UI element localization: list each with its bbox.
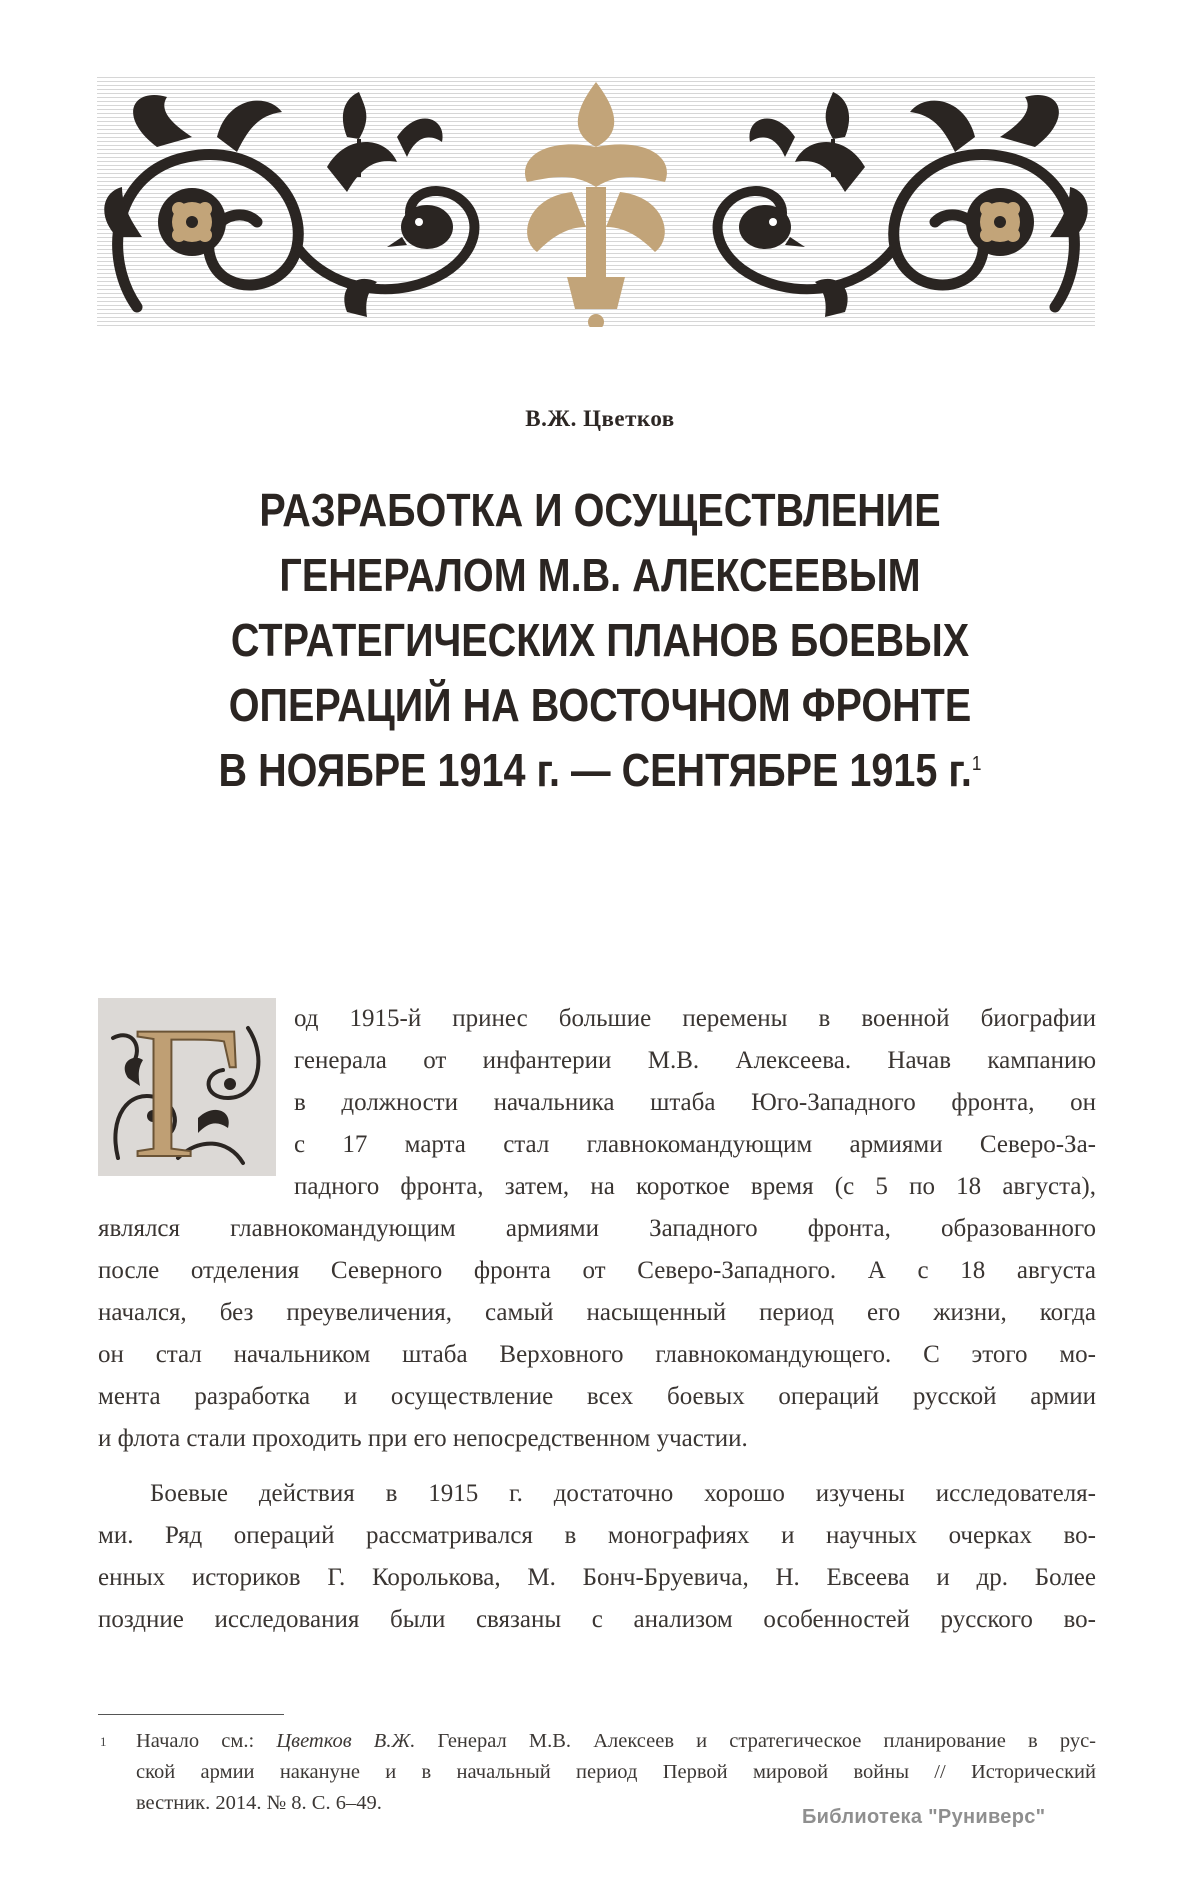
- text-line: мента разработка и осуществление всех боевых операций русской армии: [98, 1383, 1096, 1410]
- title-line: ГЕНЕРАЛОМ М.В. АЛЕКСЕЕВЫМ: [279, 549, 921, 601]
- ornament-graphic: [97, 77, 1095, 327]
- footnote-line: ской армии накануне и в начальный период Первой мировой войны // Исторический: [136, 1761, 1096, 1783]
- drop-cap-letter: Г: [132, 998, 242, 1176]
- title-line: [187, 738, 1013, 803]
- footnote-line: [136, 1730, 1096, 1753]
- text-line: являлся главнокомандующим армиями Западного фронта, образованного: [98, 1215, 1096, 1242]
- title-line: ОПЕРАЦИЙ НА ВОСТОЧНОМ ФРОНТЕ: [228, 679, 972, 731]
- text-line: с 17 марта стал главнокомандующим армиями Северо-За-: [294, 1131, 1096, 1158]
- text-line: и флота стали проходить при его непосредственном участии.: [98, 1425, 748, 1452]
- text-line: он стал начальником штаба Верховного главнокомандующего. С этого мо-: [98, 1341, 1096, 1368]
- text-line: падного фронта, затем, на короткое время (с 5 по 18 августа),: [294, 1173, 1096, 1200]
- text-line: Боевые действия в 1915 г. достаточно хорошо изучены исследователя-: [150, 1480, 1096, 1507]
- drop-cap-ornament: [98, 998, 276, 1176]
- title-line: СТРАТЕГИЧЕСКИХ ПЛАНОВ БОЕВЫХ: [230, 614, 970, 666]
- footnote-mark: 1: [100, 1734, 107, 1749]
- drop-cap: [98, 998, 276, 1176]
- footnote-cited-author: Цветков В.Ж.: [276, 1730, 416, 1752]
- footnote-reference: 1: [971, 753, 982, 775]
- footnote-text: Генерал М.В. Алексеев и стратегическое планирование в рус-: [415, 1730, 1096, 1752]
- footnote-line: вестник. 2014. № 8. С. 6–49.: [136, 1792, 382, 1814]
- article-author: В.Ж. Цветков: [525, 406, 675, 431]
- text-line: од 1915-й принес большие перемены в военной биографии: [294, 1005, 1096, 1032]
- text-line: генерала от инфантерии М.В. Алексеева. Начав кампанию: [294, 1047, 1096, 1074]
- footnote-text: Начало см.:: [136, 1730, 277, 1752]
- title-line: РАЗРАБОТКА И ОСУЩЕСТВЛЕНИЕ: [259, 484, 941, 536]
- text-line: енных историков Г. Королькова, М. Бонч-Бруевича, Н. Евсеева и др. Более: [98, 1564, 1096, 1591]
- text-line: после отделения Северного фронта от Северо-Западного. А с 18 августа: [98, 1257, 1096, 1284]
- footnote-separator: [98, 1714, 284, 1715]
- article-title: [187, 478, 1013, 803]
- text-line: ми. Ряд операций рассматривался в монографиях и научных очерках во-: [98, 1522, 1096, 1549]
- text-line: в должности начальника штаба Юго-Западного фронта, он: [294, 1089, 1096, 1116]
- text-line: начался, без преувеличения, самый насыщенный период его жизни, когда: [98, 1299, 1096, 1326]
- title-line-text: В НОЯБРЕ 1914 г. — СЕНТЯБРЕ 1915 г.: [218, 744, 972, 796]
- library-watermark: Библиотека "Руниверс": [802, 1806, 1046, 1828]
- ornament-banner: [97, 77, 1095, 327]
- text-line: поздние исследования были связаны с анализом особенностей русского во-: [98, 1606, 1096, 1633]
